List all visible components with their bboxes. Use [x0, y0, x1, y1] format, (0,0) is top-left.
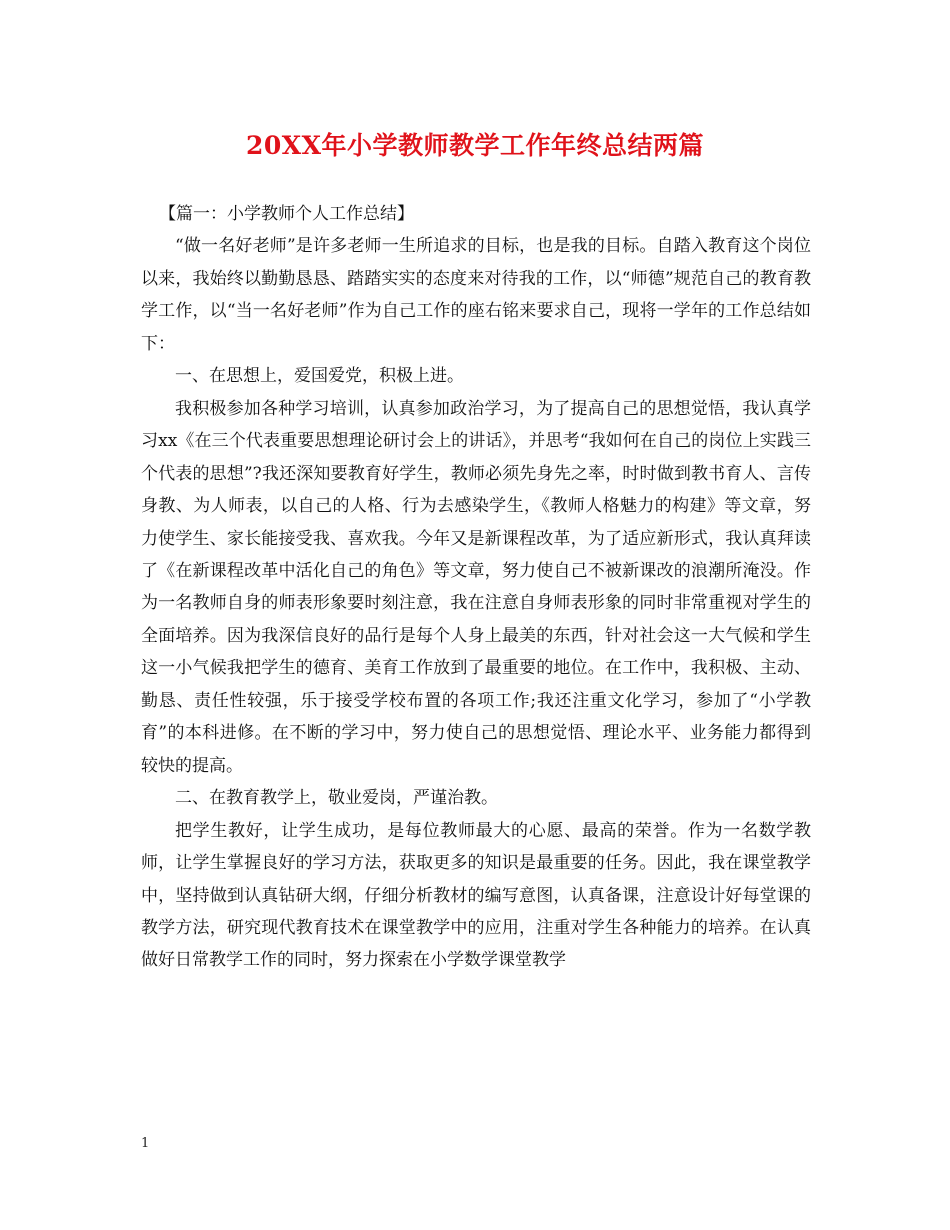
subsection-heading: 一、在思想上，爱国爱党，积极上进。 [175, 366, 464, 387]
document-title: 20XX年小学教师教学工作年终总结两篇 [245, 131, 705, 160]
body-paragraph: 把学生教好，让学生成功，是每位教师最大的心愿、最高的荣誉。作为一名数学教师，让学生掌握良好的学习方法，获取更多的知识是最重要的任务。因此，我在课堂教学中，坚持做到认真钻研大纲，仔细分析教材的编写意图，认真备课，注意设计好每堂课的教学方法，研究现代教育技术在课堂教学中的应用，注重对学生各种能力的培养。在认真做好日常教学工作的同时，努力探索在小学数学课堂教学 [141, 820, 811, 971]
body-paragraph: 我积极参加各种学习培训，认真参加政治学习，为了提高自己的思想觉悟，我认真学习xx《在三个代表重要思想理论研讨会上的讲话》，并思考“我如何在自己的岗位上实践三个代表的思想”?我还深知要教育好学生，教师必须先身先之率，时时做到教书育人、言传身教、为人师表，以自己的人格、行为去感染学生，《教师人格魅力的构建》等文章，努力使学生、家长能接受我、喜欢我。今年又是新课程改革，为了适应新形式，我认真拜读了《在新课程改革中活化自己的角色》等文章，努力使自己不被新课改的浪潮所淹没。作为一名教师自身的师表形象要时刻注意，我在注意自身师表形象的同时非常重视对学生的全面培养。因为我深信良好的品行是每个人身上最美的东西，针对社会这一大气候和学生这一小气候我把学生的德育、美育工作放到了最重要的地位。在工作中，我积极、主动、勤恳、责任性较强，乐于接受学校布置的各项工作;我还注重文化学习，参加了“小学教育”的本科进修。在不断的学习中，努力使自己的思想觉悟、理论水平、业务能力都得到较快的提高。 [141, 398, 811, 776]
page-number: 1 [141, 1136, 150, 1151]
subsection-heading: 二、在教育教学上，敬业爱岗，严谨治教。 [175, 788, 498, 809]
document-body [141, 198, 811, 977]
body-paragraph: “做一名好老师”是许多老师一生所追求的目标，也是我的目标。自踏入教育这个岗位以来，我始终以勤勤恳恳、踏踏实实的态度来对待我的工作，以“师德”规范自己的教育教学工作，以“当一名好老师”作为自己工作的座右铭来要求自己，现将一学年的工作总结如下： [141, 236, 811, 354]
section-heading: 【篇一：小学教师个人工作总结】 [159, 204, 414, 224]
